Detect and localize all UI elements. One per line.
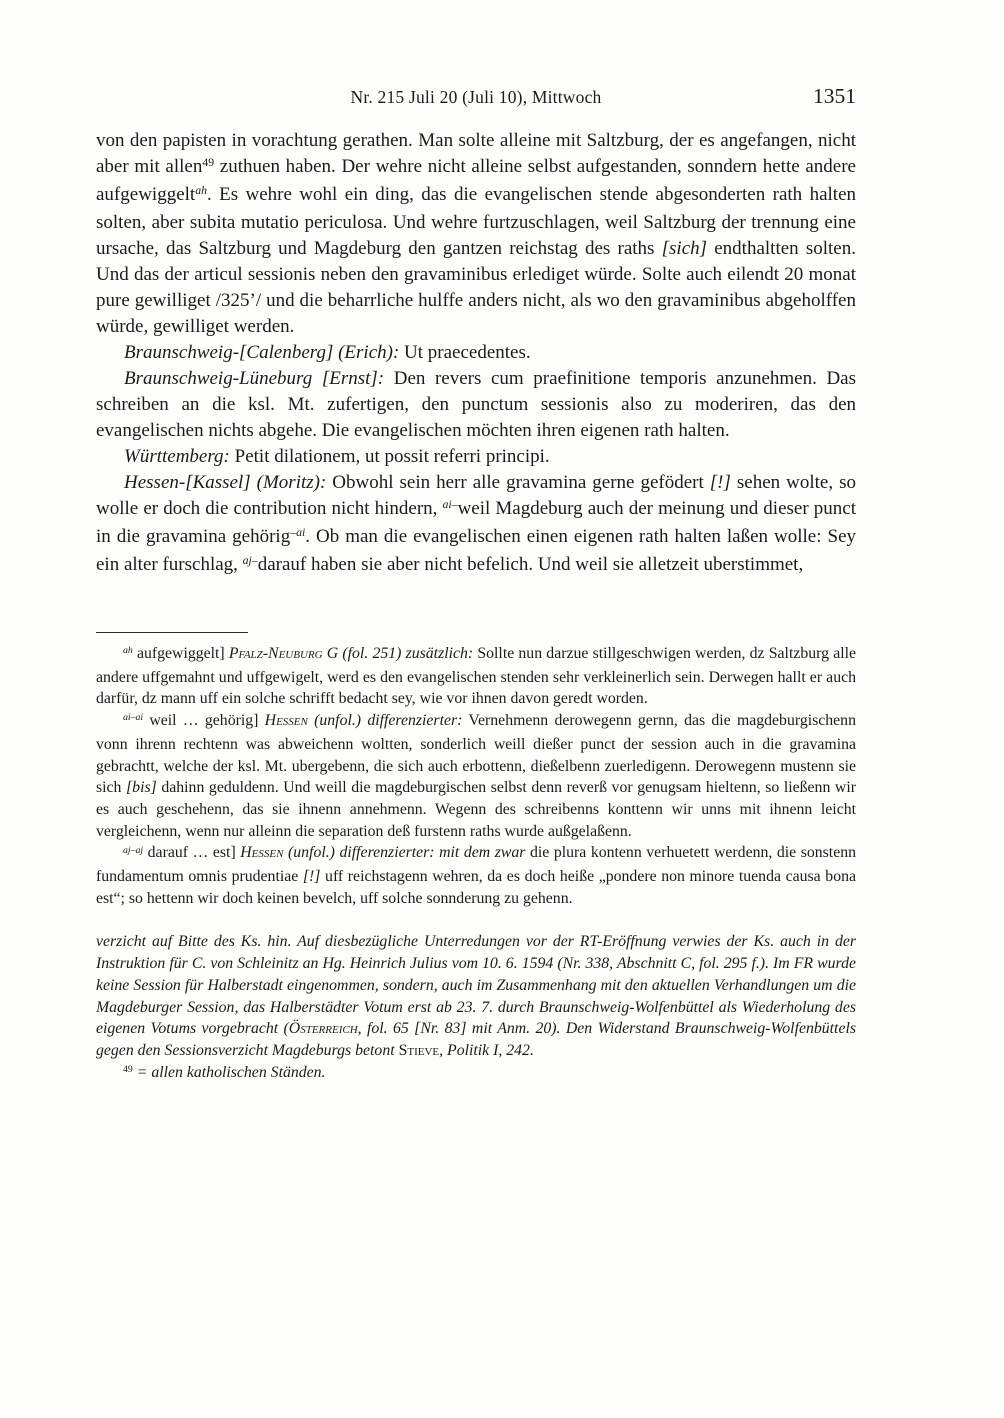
text-segment: sehen wolte, so wolle er doch die contribution nicht hindern, (96, 472, 856, 519)
text-segment: Sollte nun darzue stillgeschwigen werden, dz Saltzburg alle andere uffgemahnt und uffgewigelt, werd es den evangelischen stenden sehr verkleinerlich sein. Derwegen hallt er auch darfür, dz mann uff ein solche schrifft bedacht sey, wie vor ihnen davon geredt worden. (96, 645, 856, 708)
text-segment: dahinn geduldenn. Und weill die magdeburgischen selbst denn reverß vor genugsam hieltenn, so ließenn wir es auch geschehenn, das sie ihnenn annehmenn. Wegenn des schreibenns konttenn wir unns mit ihnenn leicht vergleichenn, wenn nur alleinn die separation deß furstenn raths wurde außgelaßenn. (96, 779, 856, 840)
text-segment: (unfol.) differenzierter: mit dem zwar (283, 844, 526, 862)
text-segment: [!] (302, 868, 321, 886)
text-segment: Hessen (264, 712, 308, 730)
body-paragraph-braunschweig-lueneburg (96, 366, 856, 444)
text-segment: Braunschweig-[Calenberg] (Erich): (124, 342, 400, 363)
apparatus-note-aj (96, 842, 856, 909)
body-paragraph-braunschweig-calenberg (96, 340, 856, 366)
text-segment: zuthuen haben. Der wehre nicht alleine selbst aufgestanden, sonndern hette andere aufgewiggelt (96, 156, 856, 205)
text-segment: Württemberg: (124, 446, 230, 467)
body-paragraph-hessen-kassel (96, 470, 856, 580)
text-segment: uff reichstagenn wehren, da es doch heiße „pondere non minore tuenda causa bona est“; so hettenn wir doch keinen bevelch, uff solche sonnderung zu gehenn. (96, 868, 857, 907)
text-segment: 49 (123, 1063, 133, 1075)
body-paragraph-continuation (96, 128, 856, 340)
text-segment: von den papisten in vorachtung gerathen. Man solte alleine mit Saltzburg, der es angefangen, nicht aber mit allen (96, 130, 856, 177)
text-segment: Braunschweig-Lüneburg [Ernst]: (124, 368, 385, 389)
apparatus-footnotes (96, 643, 856, 909)
text-segment: G (fol. 251) zusätzlich: (322, 645, 474, 662)
page-number: 1351 (813, 84, 856, 108)
text-segment: aj–aj (123, 844, 144, 856)
commentary-footnotes (96, 931, 856, 1085)
text-segment: Petit dilationem, ut possit referri principi. (229, 446, 550, 467)
text-segment: [sich] (661, 238, 708, 259)
running-head (96, 84, 856, 109)
text-segment: –ai (290, 526, 306, 540)
text-segment: ah (123, 645, 133, 657)
text-segment: (unfol.) differenzierter: (307, 712, 463, 730)
text-segment: . Ob man die evangelischen einen eigenen rath halten laßen wolle: Sey ein alter furschlag, (96, 526, 856, 575)
text-segment: ah (195, 184, 207, 198)
text-segment: Ut praecedentes. (399, 342, 531, 363)
text-segment: aj– (242, 554, 258, 568)
running-title: Nr. 215 Juli 20 (Juli 10), Mittwoch (350, 87, 602, 107)
commentary-note-48-continuation (96, 931, 856, 1061)
commentary-note-49 (96, 1062, 856, 1086)
text-segment: aufgewiggelt] (132, 645, 229, 662)
text-segment: darauf haben sie aber nicht befelich. Und weil sie alletzeit uberstimmet, (257, 554, 804, 575)
text-segment: 49 (202, 156, 215, 170)
text-segment: , Politik I, 242. (439, 1041, 534, 1059)
text-segment: darauf … est] (143, 844, 241, 862)
text-segment: Hessen-[Kassel] (Moritz): (124, 472, 327, 493)
text-segment: Vernehmenn derowegenn gernn, das die magdeburgischenn vonn ihrenn rechtenn was abweichenn woltten, sonderlich weill dießer punct der session auch in die gravamina gebrachtt, welche der ksl. Mt. ubergebenn, die sich auch erbottenn, dießelbenn zuerledigenn. Derowegenn mustenn sie sich (96, 712, 856, 797)
text-segment: Hessen (240, 844, 284, 862)
apparatus-note-ai (96, 710, 856, 842)
apparatus-note-ah (96, 643, 856, 710)
text-segment: . Es wehre wohl ein ding, das die evangelischen stende abgesonderten rath halten solten, aber subita mutatio periculosa. Und wehre furtzuschlagen, weil Saltzburg der trennung eine ursache, das Saltzburg und Magdeburg den gantzen reichstag des raths (96, 184, 856, 259)
text-segment: die plura kontenn verhuetett werdenn, die sonstenn fundamentum omnis prudentiae (96, 844, 857, 886)
text-segment: , fol. 65 [Nr. 83] mit Anm. 20). Den Widerstand Braunschweig-Wolfenbüttels gegen den Sessionsverzicht Magdeburgs betont (96, 1020, 856, 1059)
text-segment: Pfalz-Neuburg (228, 645, 323, 662)
text-block (96, 84, 856, 1085)
text-segment: verzicht auf Bitte des Ks. hin. Auf diesbezügliche Unterredungen vor der RT-Eröffnung verwies der Ks. auch in der Instruktion für C. von Schleinitz an Hg. Heinrich Julius vom 10. 6. 1594 (Nr. 338, Abschnitt C, fol. 295 f.). Im FR wurde keine Session für Halberstadt eingenommen, sondern, auch im Zusammenhang mit den aktuellen Verhandlungen um die Magdeburger Session, das Halberstädter Votum erst ab 23. 7. durch Braunschweig-Wolfenbüttel als Wiederholung des eigenen Votums vorgebracht ( (96, 933, 856, 1038)
text-segment: Obwohl sein herr alle gravamina gerne gefödert (326, 472, 710, 493)
text-segment: weil … gehörig] (143, 712, 265, 730)
text-segment: ai–ai (123, 712, 144, 724)
text-segment: Stieve (398, 1041, 440, 1059)
text-segment: [!] (709, 472, 731, 493)
text-segment: Den revers cum praefinitione temporis anzunehmen. Das schreiben an die ksl. Mt. zufertigen, den punctum sessionis also zu moderiren, das den evangelischen nichts abgehe. Die evangelischen möchten ihren eigenen rath halten. (96, 368, 856, 441)
main-text (96, 128, 856, 580)
footnote-separator-rule (96, 632, 248, 633)
text-segment: ai– (442, 498, 458, 512)
text-segment: weil Magdeburg auch der meinung und dieser punct in die gravamina gehörig (96, 498, 856, 547)
text-segment: = allen katholischen Ständen. (136, 1063, 326, 1081)
text-segment: [bis] (126, 779, 157, 797)
body-paragraph-wuerttemberg (96, 444, 856, 470)
text-segment: Österreich (288, 1020, 358, 1038)
text-segment: endthaltten solten. Und das der articul sessionis neben den gravaminibus erlediget würde. Solte auch eilendt 20 monat pure gewilliget /325’/ und die beharrliche hulffe anders nicht, als wo den gravaminibus abgeholffen würde, gewilliget werden. (96, 238, 856, 337)
